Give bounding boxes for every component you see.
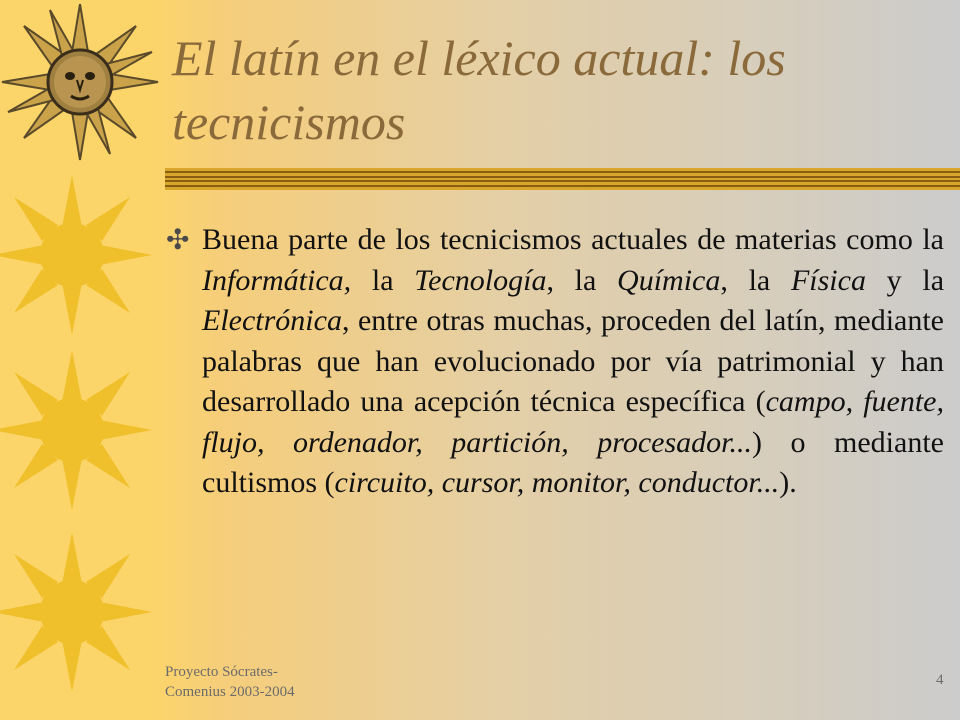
body-text-run: ).	[779, 466, 797, 499]
body-text-italic-run: Química	[617, 263, 721, 297]
footer-line-1: Proyecto Sócrates-	[165, 664, 278, 680]
title-divider	[165, 168, 960, 190]
body-text-italic-run: Informática,	[202, 263, 352, 297]
sun-icon	[0, 345, 160, 515]
footer-line-2: Comenius 2003-2004	[165, 684, 295, 700]
body-text-run: , entre otras muchas, proceden del latín, mediante palabras que han evolucionado por vía patrimonial y han desarrollado una acepción técnica específica (	[202, 304, 944, 418]
body-text-italic-run: campo, fuente, flujo, ordenador, partición, procesador...	[202, 385, 944, 459]
body-text-run: Buena parte de los tecnicismos actuales de materias como la	[202, 223, 944, 256]
body-text-italic-run: Electrónica	[202, 304, 342, 337]
body-text-run: , la	[546, 263, 618, 297]
sun-icon	[0, 520, 160, 710]
body-text-italic-run: circuito, cursor, monitor, conductor...	[334, 466, 780, 499]
body-text-run: y la	[865, 263, 945, 297]
body-text-run: la	[351, 263, 415, 297]
body-text-run: , la	[720, 263, 791, 297]
body-text-italic-run: Tecnología	[414, 263, 547, 297]
body-text-run: ) o mediante cultismos (	[202, 425, 944, 499]
footer-credit	[165, 662, 295, 702]
slide-body-text	[202, 220, 944, 504]
sun-icon	[0, 170, 160, 340]
slide-title: El latín en el léxico actual: los tecnicismos	[172, 30, 786, 150]
sun-face-icon	[0, 0, 160, 170]
body-text-italic-run: Física	[790, 263, 866, 297]
bullet-icon: ✣	[166, 225, 190, 256]
page-number: 4	[936, 672, 944, 688]
